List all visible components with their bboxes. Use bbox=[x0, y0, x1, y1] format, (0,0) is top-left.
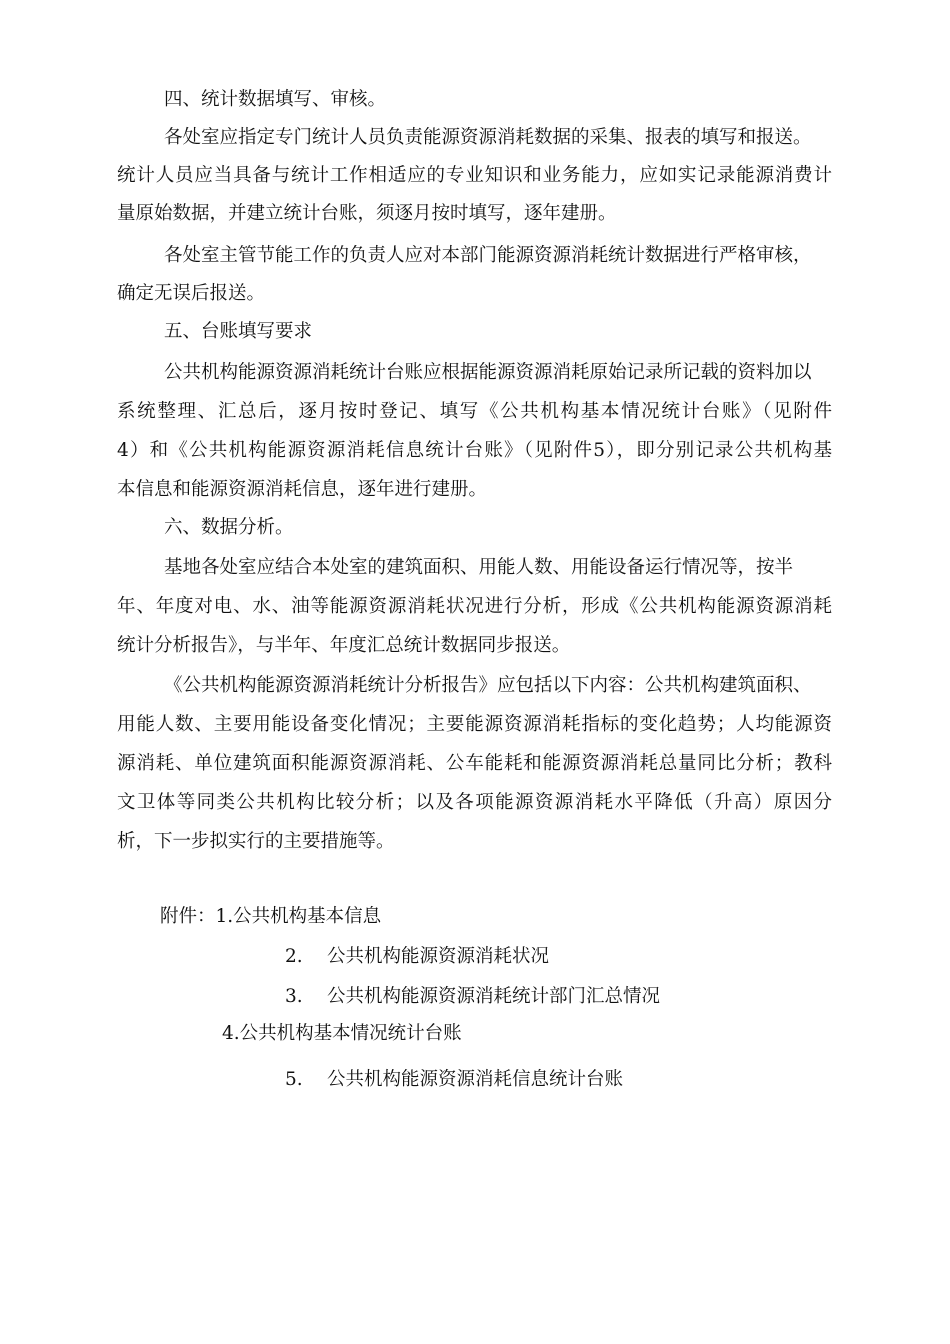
attachment-item-3 bbox=[285, 985, 660, 1009]
paragraph-line: 公共机构能源资源消耗统计台账应根据能源资源消耗原始记录所记载的资料加以 bbox=[164, 362, 812, 383]
section-heading-5: 五、台账填写要求 bbox=[164, 321, 313, 342]
attachment-title: 公共机构基本情况统计台账 bbox=[239, 1023, 462, 1044]
attachment-title: 公共机构基本信息 bbox=[233, 906, 382, 927]
paragraph-line: 源消耗、单位建筑面积能源资源消耗、公车能耗和能源资源消耗总量同比分析；教科 bbox=[117, 753, 832, 774]
section-heading-6: 六、数据分析。 bbox=[164, 517, 294, 538]
paragraph-line: 统计分析报告》，与半年、年度汇总统计数据同步报送。 bbox=[117, 635, 571, 656]
attachment-item-4 bbox=[222, 1022, 462, 1046]
paragraph-line: 年、年度对电、水、油等能源资源消耗状况进行分析，形成《公共机构能源资源消耗 bbox=[117, 596, 832, 617]
attachment-number: 2. bbox=[285, 946, 303, 967]
paragraph-line: 《公共机构能源资源消耗统计分析报告》应包括以下内容：公共机构建筑面积、 bbox=[164, 675, 812, 696]
paragraph-line: 用能人数、主要用能设备变化情况；主要能源资源消耗指标的变化趋势；人均能源资 bbox=[117, 714, 832, 735]
paragraph-line: 基地各处室应结合本处室的建筑面积、用能人数、用能设备运行情况等，按半 bbox=[164, 557, 794, 578]
paragraph-line: 量原始数据，并建立统计台账，须逐月按时填写，逐年建册。 bbox=[117, 203, 617, 224]
attachment-title: 公共机构能源资源消耗状况 bbox=[327, 946, 550, 967]
paragraph-line: 4）和《公共机构能源资源消耗信息统计台账》（见附件5），即分别记录公共机构基 bbox=[117, 440, 832, 461]
attachment-number: 3. bbox=[285, 986, 303, 1007]
attachments-label: 附件： bbox=[160, 906, 216, 927]
paragraph-line: 统计人员应当具备与统计工作相适应的专业知识和业务能力，应如实记录能源消费计 bbox=[117, 165, 832, 186]
paragraph-line: 文卫体等同类公共机构比较分析；以及各项能源资源消耗水平降低（升高）原因分 bbox=[117, 792, 832, 813]
paragraph-line: 析，下一步拟实行的主要措施等。 bbox=[117, 831, 395, 852]
attachment-number: 1. bbox=[215, 906, 234, 927]
attachment-title: 公共机构能源资源消耗信息统计台账 bbox=[327, 1069, 624, 1090]
paragraph-line: 各处室主管节能工作的负责人应对本部门能源资源消耗统计数据进行严格审核， bbox=[164, 245, 812, 266]
attachment-item-1 bbox=[160, 905, 381, 929]
paragraph-line: 确定无误后报送。 bbox=[117, 283, 266, 304]
attachment-item-2 bbox=[285, 945, 549, 969]
paragraph-line: 系统整理、汇总后，逐月按时登记、填写《公共机构基本情况统计台账》（见附件 bbox=[117, 401, 832, 422]
attachment-number: 4. bbox=[222, 1023, 240, 1044]
section-heading-4: 四、统计数据填写、审核。 bbox=[164, 89, 387, 110]
attachment-title: 公共机构能源资源消耗统计部门汇总情况 bbox=[327, 986, 661, 1007]
attachment-number: 5. bbox=[285, 1069, 303, 1090]
paragraph-line: 各处室应指定专门统计人员负责能源资源消耗数据的采集、报表的填写和报送。 bbox=[164, 127, 812, 148]
paragraph-line: 本信息和能源资源消耗信息，逐年进行建册。 bbox=[117, 479, 488, 500]
attachment-item-5 bbox=[285, 1068, 623, 1092]
